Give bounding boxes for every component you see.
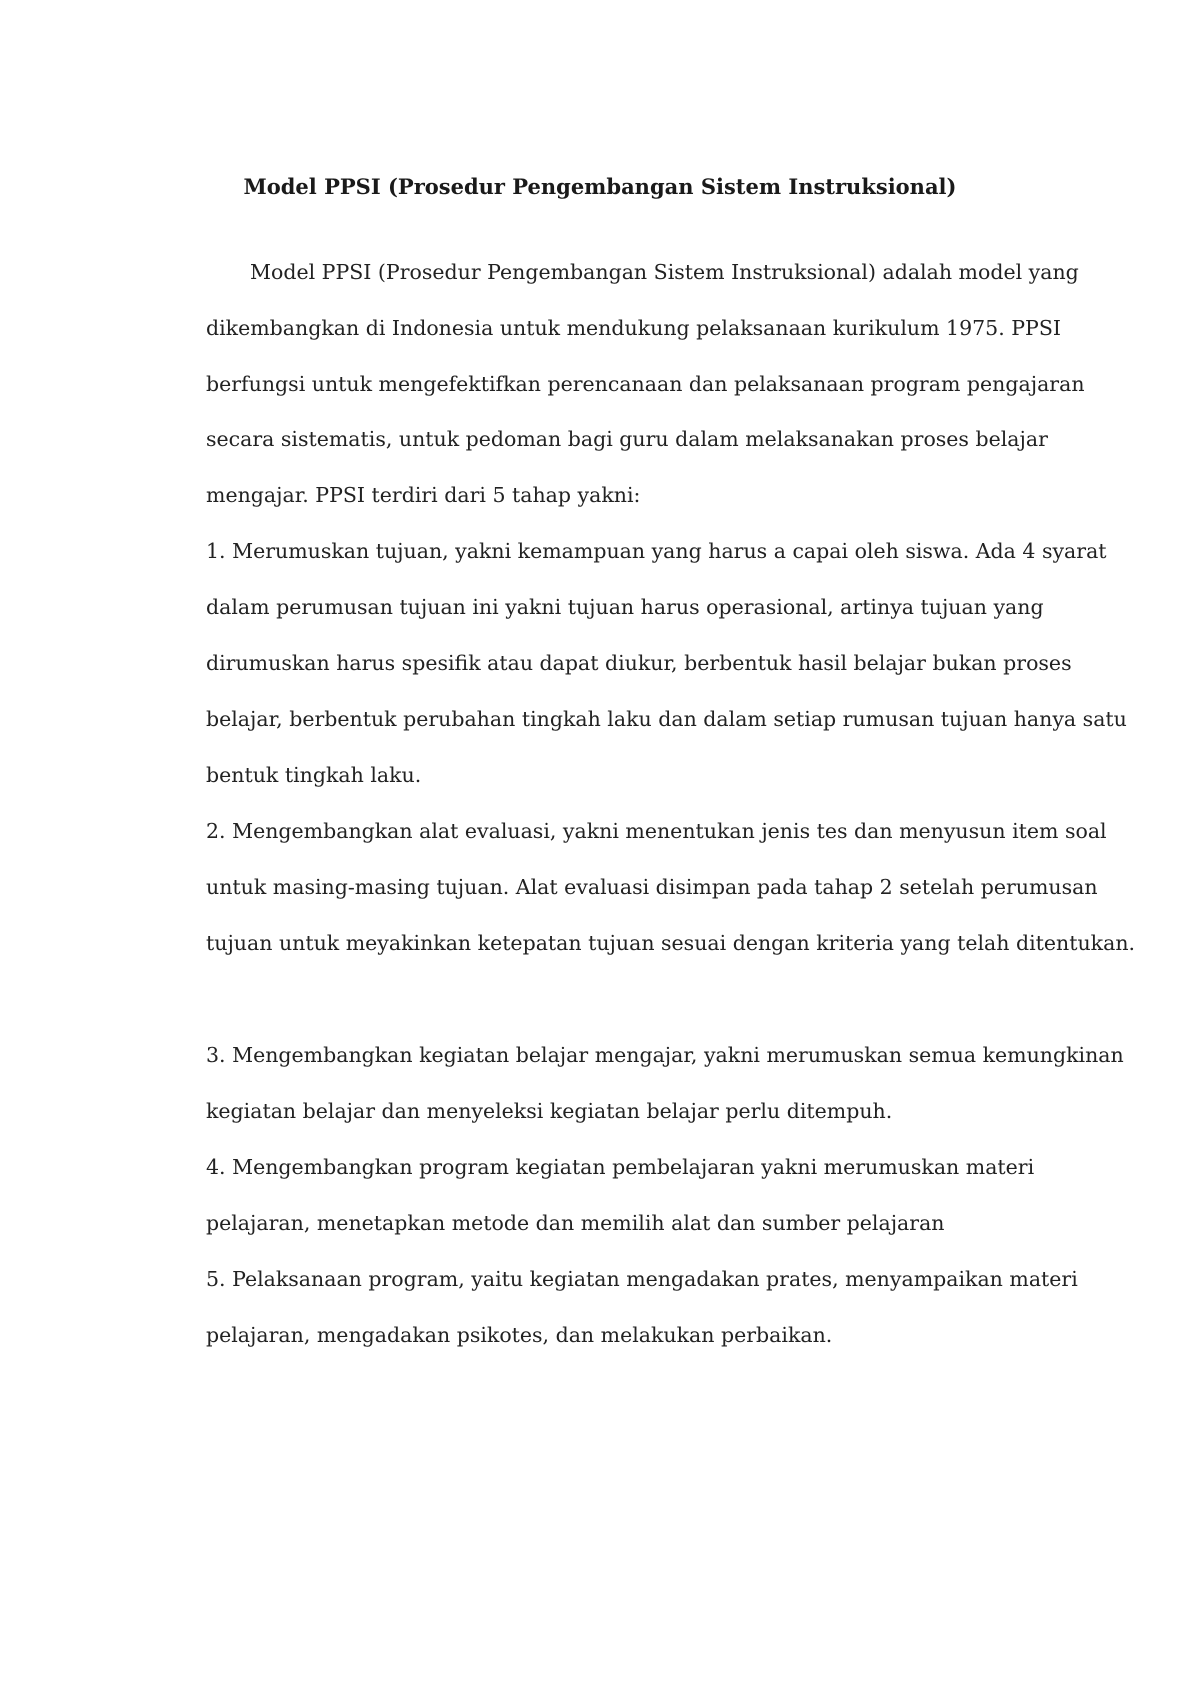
list-item-line: belajar, berbentuk perubahan tingkah laku dan dalam setiap rumusan tujuan hanya satu (206, 707, 1127, 731)
list-item-line: 2. Mengembangkan alat evaluasi, yakni menentukan jenis tes dan menyusun item soal (206, 819, 1107, 843)
list-item-line: dalam perumusan tujuan ini yakni tujuan harus operasional, artinya tujuan yang (206, 595, 1044, 619)
list-item-line: pelajaran, menetapkan metode dan memilih alat dan sumber pelajaran (206, 1211, 945, 1235)
list-item-line: kegiatan belajar dan menyeleksi kegiatan belajar perlu ditempuh. (206, 1099, 893, 1123)
paragraph-line: berfungsi untuk mengefektifkan perencanaan dan pelaksanaan program pengajaran (206, 372, 1085, 396)
list-item-line: bentuk tingkah laku. (206, 763, 422, 787)
paragraph-line: secara sistematis, untuk pedoman bagi guru dalam melaksanakan proses belajar (206, 427, 1048, 451)
list-item-line: 1. Merumuskan tujuan, yakni kemampuan yang harus a capai oleh siswa. Ada 4 syarat (206, 539, 1107, 563)
list-item-line: 3. Mengembangkan kegiatan belajar mengajar, yakni merumuskan semua kemungkinan (206, 1043, 1124, 1067)
list-item-line: dirumuskan harus spesifik atau dapat diukur, berbentuk hasil belajar bukan proses (206, 651, 1072, 675)
document-title: Model PPSI (Prosedur Pengembangan Sistem Instruksional) (243, 174, 957, 199)
paragraph-line: dikembangkan di Indonesia untuk mendukung pelaksanaan kurikulum 1975. PPSI (206, 316, 1061, 340)
list-item-line: tujuan untuk meyakinkan ketepatan tujuan sesuai dengan kriteria yang telah ditentukan. (206, 931, 1136, 955)
list-item-line: 4. Mengembangkan program kegiatan pembelajaran yakni merumuskan materi (206, 1155, 1035, 1179)
paragraph-line: Model PPSI (Prosedur Pengembangan Sistem Instruksional) adalah model yang (250, 260, 1079, 284)
list-item-line: untuk masing-masing tujuan. Alat evaluasi disimpan pada tahap 2 setelah perumusan (206, 875, 1098, 899)
paragraph-line: mengajar. PPSI terdiri dari 5 tahap yakni: (206, 483, 641, 507)
list-item-line: pelajaran, mengadakan psikotes, dan melakukan perbaikan. (206, 1323, 833, 1347)
list-item-line: 5. Pelaksanaan program, yaitu kegiatan mengadakan prates, menyampaikan materi (206, 1267, 1078, 1291)
